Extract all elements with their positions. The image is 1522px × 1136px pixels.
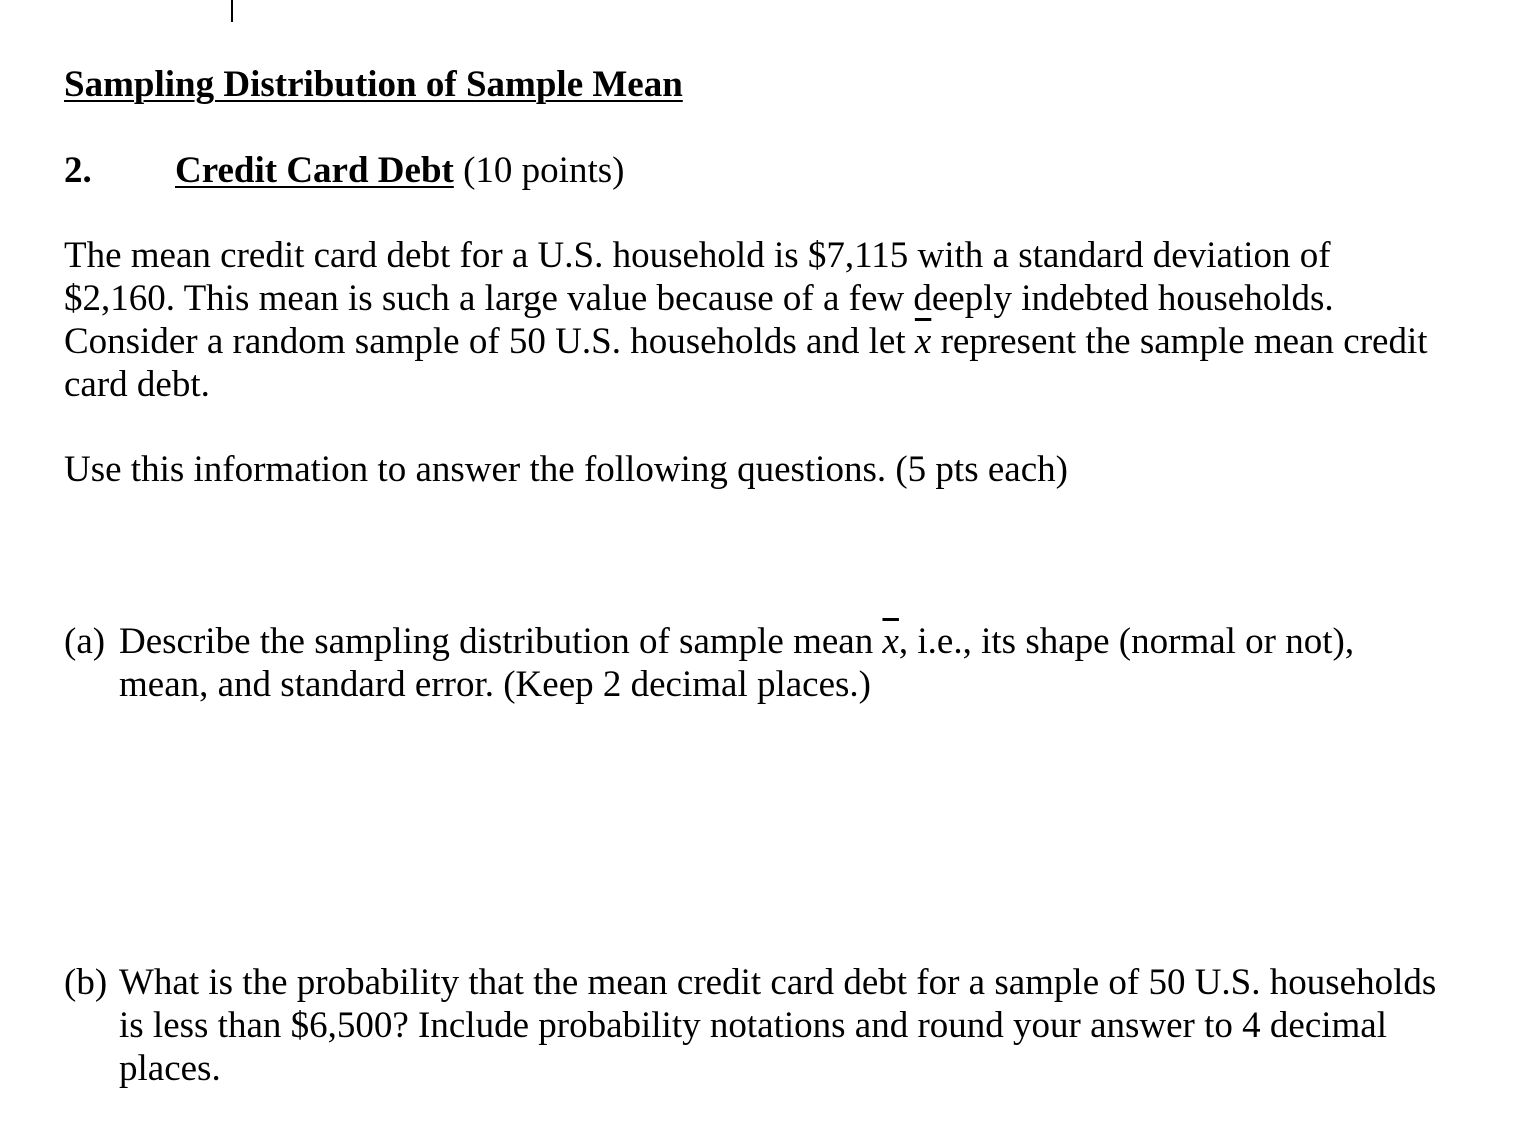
question-b-line-1: What is the probability that the mean credit card debt for a sample of 50 U.S. households: [119, 962, 1437, 1003]
question-a-line-2: mean, and standard error. (Keep 2 decimal places.): [119, 664, 871, 705]
section-title: Sampling Distribution of Sample Mean: [64, 64, 683, 105]
problem-title: Credit Card Debt: [175, 150, 454, 191]
description-line-4: card debt.: [64, 364, 210, 405]
question-a-label: (a): [64, 621, 106, 662]
question-b-text: [119, 961, 1436, 1090]
description-line-1: The mean credit card debt for a U.S. household is $7,115 with a standard deviation of: [64, 235, 1331, 276]
question-b-line-3: places.: [119, 1048, 221, 1089]
question-a: [64, 620, 1464, 710]
problem-points: (10 points): [463, 150, 625, 191]
question-b-line-2: is less than $6,500? Include probability notations and round your answer to 4 decimal: [119, 1005, 1388, 1046]
description-line-3: Consider a random sample of 50 U.S. households and let $\overline{x}$ represent the sample mean credit: [64, 321, 1428, 362]
problem-header: [64, 148, 624, 194]
description-line-2: $2,160. This mean is such a large value because of a few deeply indebted households.: [64, 278, 1334, 319]
problem-number: 2.: [64, 150, 92, 191]
text-cursor: [231, 0, 233, 22]
question-b: [64, 961, 1484, 1096]
question-b-label: (b): [64, 962, 108, 1003]
problem-description: [64, 234, 1428, 406]
instructions: Use this information to answer the following questions. (5 pts each): [64, 449, 1068, 490]
question-a-line-1: Describe the sampling distribution of sample mean $\overline{x}$, i.e., its shape (normal or not),: [119, 621, 1355, 662]
x-bar-symbol: $\overline{x}$: [882, 621, 899, 662]
question-a-text: [119, 620, 1354, 706]
x-bar-symbol: $\overline{x}$: [914, 321, 932, 362]
